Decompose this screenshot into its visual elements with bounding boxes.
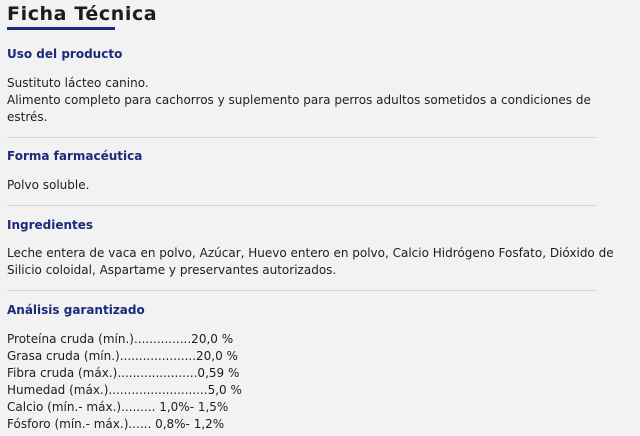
section-heading-forma: Forma farmacéutica	[7, 149, 143, 163]
forma-line-1: Polvo soluble.	[7, 178, 90, 192]
uso-line-2: Alimento completo para cachorros y suplemento para perros adultos sometidos a condiciones de	[7, 93, 591, 107]
uso-line-1: Sustituto lácteo canino.	[7, 76, 149, 90]
divider	[7, 205, 597, 206]
page-title: Ficha Técnica	[7, 3, 158, 25]
spec-row-fibra: Fibra cruda (máx.).....................0,59 %	[7, 366, 240, 380]
divider	[7, 137, 597, 138]
title-underline	[7, 27, 115, 30]
section-heading-analisis: Análisis garantizado	[7, 303, 145, 317]
spec-row-proteina: Proteína cruda (mín.)...............20,0 %	[7, 332, 234, 346]
spec-row-grasa: Grasa cruda (mín.)....................20,0 %	[7, 349, 238, 363]
spec-row-fosforo: Fósforo (mín.- máx.)...... 0,8%- 1,2%	[7, 417, 225, 431]
spec-row-humedad: Humedad (máx.)..........................5,0 %	[7, 383, 242, 397]
divider	[7, 290, 597, 291]
ingredientes-line-1: Leche entera de vaca en polvo, Azúcar, Huevo entero en polvo, Calcio Hidrógeno Fosfato, Dióxido de	[7, 246, 614, 260]
ingredientes-line-2: Silicio coloidal, Aspartame y preservantes autorizados.	[7, 263, 337, 277]
section-heading-ingredientes: Ingredientes	[7, 218, 94, 232]
section-heading-uso: Uso del producto	[7, 47, 123, 61]
uso-line-3: estrés.	[7, 110, 48, 124]
spec-row-calcio: Calcio (mín.- máx.)......... 1,0%- 1,5%	[7, 400, 229, 414]
